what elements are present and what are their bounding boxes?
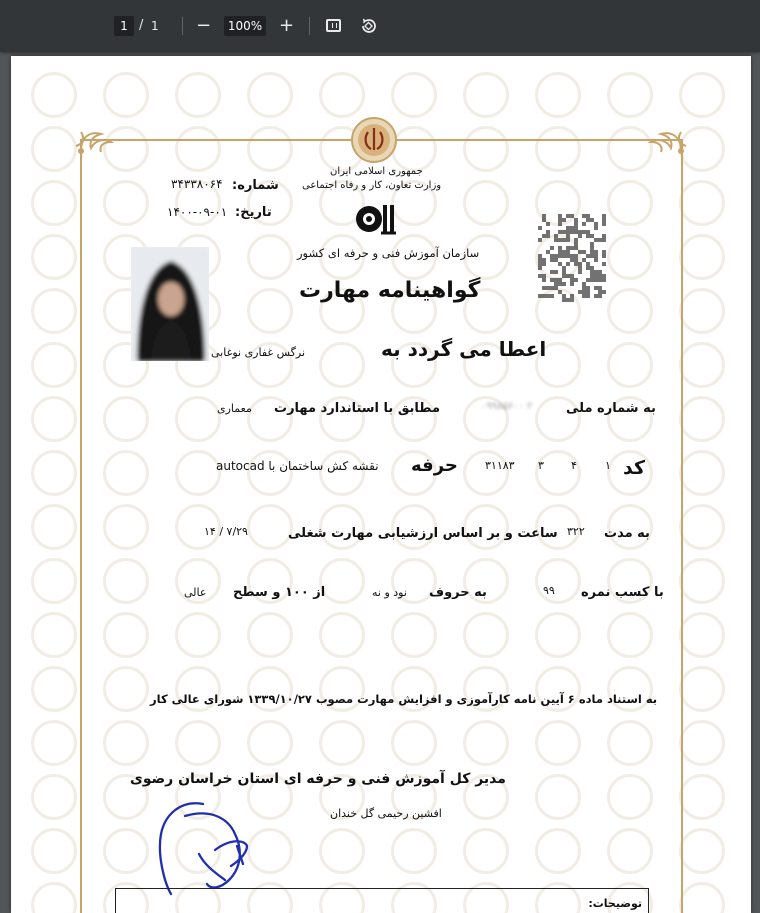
trade-value: نقشه کش ساختمان با autocad — [216, 459, 379, 473]
watermark-mark — [31, 828, 77, 874]
score-values: ۷/۲۹ / ۱۴ — [204, 525, 248, 538]
qr-code-icon — [538, 214, 608, 302]
watermark-mark — [679, 450, 725, 496]
tvto-logo-icon — [354, 199, 398, 239]
watermark-mark — [31, 666, 77, 712]
corner-ornament-left — [71, 126, 131, 156]
score-number: ۹۹ — [543, 584, 555, 597]
page-total: 1 — [151, 19, 159, 33]
number-value: ۳۴۳۳۸۰۶۴ — [171, 177, 223, 191]
watermark-mark — [679, 882, 725, 913]
letters-label: به حروف — [429, 585, 487, 600]
zoom-level-input[interactable]: 100% — [224, 16, 266, 36]
watermark-mark — [679, 288, 725, 334]
acquire-score-label: با کسب نمره — [581, 585, 664, 600]
code-part-4: ۳۱۱۸۳ — [485, 459, 515, 472]
number-label: شماره: — [232, 178, 279, 193]
trade-label: حرفه — [411, 455, 458, 476]
notes-box — [115, 888, 649, 913]
duration-label: به مدت — [604, 526, 650, 541]
zoom-out-icon[interactable]: − — [196, 15, 212, 36]
watermark-mark — [607, 72, 653, 118]
watermark-mark — [103, 72, 149, 118]
watermark-mark — [535, 72, 581, 118]
watermark-mark — [679, 612, 725, 658]
watermark-mark — [679, 504, 725, 550]
watermark-mark — [175, 72, 221, 118]
watermark-mark — [679, 396, 725, 442]
watermark-mark — [679, 342, 725, 388]
national-id-label: به شماره ملی — [566, 401, 656, 416]
watermark-mark — [31, 774, 77, 820]
watermark-mark — [679, 72, 725, 118]
signatory-title: مدیر کل آموزش فنی و حرفه ای استان خراسان رضوی — [130, 771, 506, 787]
standard-label: مطابق با استاندارد مهارت — [274, 401, 441, 416]
watermark-mark — [679, 666, 725, 712]
watermark-mark — [679, 774, 725, 820]
fit-page-icon[interactable] — [326, 19, 341, 32]
watermark-mark — [679, 180, 725, 226]
watermark-mark — [679, 828, 725, 874]
code-part-2: ۴ — [571, 459, 577, 472]
watermark-mark — [31, 720, 77, 766]
watermark-mark — [679, 558, 725, 604]
corner-ornament-right — [631, 126, 691, 156]
country-name: جمهوری اسلامی ایران — [330, 166, 423, 177]
watermark-mark — [31, 72, 77, 118]
duration-value: ۳۲۲ — [567, 525, 585, 538]
watermark-mark — [31, 396, 77, 442]
standard-field: معماری — [217, 402, 252, 415]
zoom-in-icon[interactable]: + — [279, 15, 295, 36]
recipient-photo — [131, 247, 209, 361]
pdf-toolbar — [0, 0, 760, 52]
page-separator: / — [139, 18, 144, 33]
code-part-3: ۳ — [538, 459, 544, 472]
watermark-mark — [31, 234, 77, 280]
code-part-1: ۱ — [605, 459, 611, 472]
score-words: نود و نه — [372, 586, 407, 599]
toolbar-divider — [309, 17, 310, 35]
date-label: تاریخ: — [235, 205, 272, 220]
watermark-mark — [31, 450, 77, 496]
signatory-name: افشین رحیمی گل خندان — [330, 807, 442, 820]
watermark-mark — [31, 558, 77, 604]
rotate-icon[interactable] — [360, 17, 377, 34]
pdf-page — [11, 56, 751, 913]
watermark-mark — [31, 180, 77, 226]
level-value: عالی — [184, 586, 207, 599]
watermark-mark — [31, 504, 77, 550]
watermark-mark — [319, 72, 365, 118]
certificate-title: گواهینامه مهارت — [299, 278, 481, 303]
watermark-mark — [31, 612, 77, 658]
award-label: اعطا می گردد به — [381, 337, 547, 361]
date-value: ۱۴۰۰-۰۹-۰۱ — [167, 205, 228, 219]
watermark-mark — [31, 882, 77, 913]
recipient-name: نرگس غفاری نوغابی — [211, 346, 306, 359]
page-number-input[interactable]: 1 — [114, 16, 134, 36]
code-label: کد — [623, 457, 646, 479]
legal-basis: به استناد ماده ۶ آیین نامه کارآموزی و افزایش مهارت مصوب ۱۳۳۹/۱۰/۲۷ شورای عالی کار — [150, 692, 658, 706]
national-id-value: ۰۹۹۸۵۶۰۰ ۲ — [481, 401, 533, 412]
assessment-label: ساعت و بر اساس ارزشیابی مهارت شغلی — [288, 526, 558, 541]
watermark-mark — [31, 288, 77, 334]
watermark-mark — [463, 72, 509, 118]
watermark-mark — [31, 342, 77, 388]
toolbar-divider — [182, 17, 183, 35]
ministry-name: وزارت تعاون، کار و رفاه اجتماعی — [302, 180, 442, 191]
iran-emblem-icon — [350, 116, 398, 164]
out-of-label: از ۱۰۰ و سطح — [233, 585, 326, 600]
watermark-mark — [679, 234, 725, 280]
watermark-mark — [391, 72, 437, 118]
watermark-mark — [679, 720, 725, 766]
notes-label: توضیحات: — [588, 897, 642, 910]
watermark-mark — [247, 72, 293, 118]
organization-name: سازمان آموزش فنی و حرفه ای کشور — [297, 246, 480, 260]
